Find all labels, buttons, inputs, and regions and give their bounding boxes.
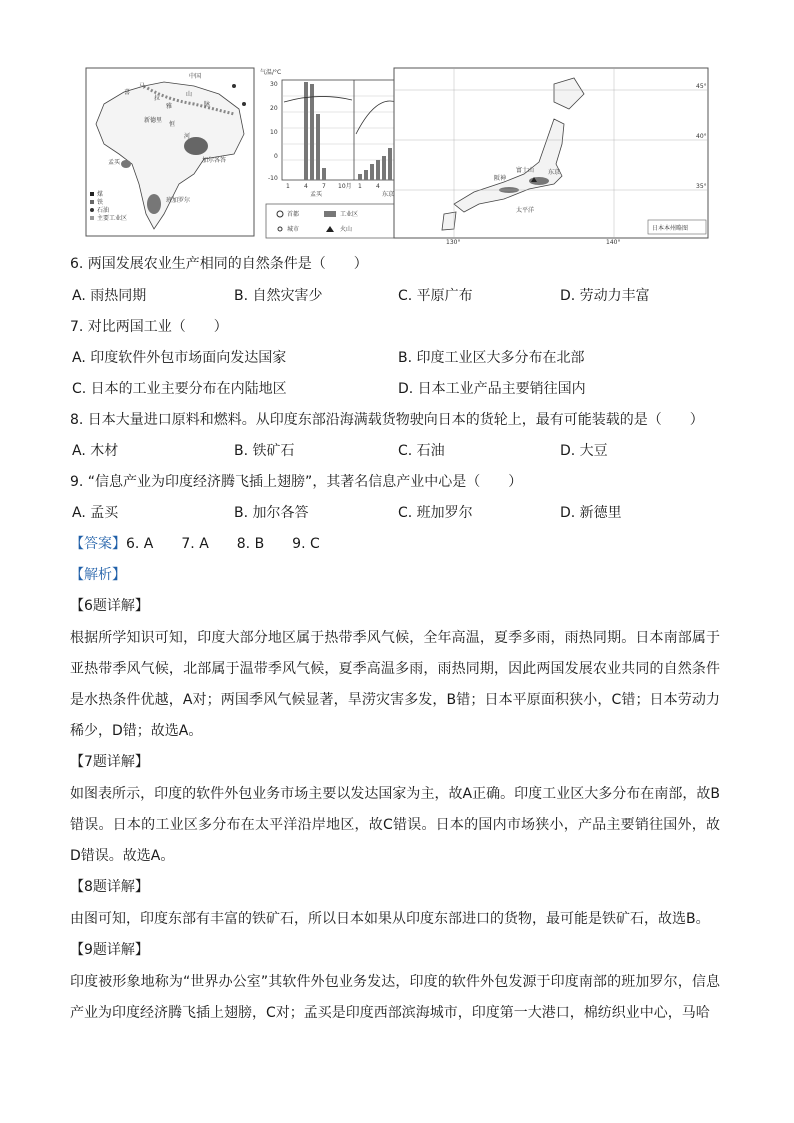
y-left-tick-30: 30: [270, 81, 278, 88]
q9-option-c: C. 班加罗尔: [398, 505, 473, 521]
legend-coal: 煤: [97, 191, 104, 198]
map-label-china: 中国: [189, 73, 202, 80]
detail-7-title: 【7题详解】: [70, 754, 149, 770]
map-label-shan: 山: [186, 91, 193, 98]
japan-label-tokyo: 东京: [548, 169, 561, 176]
q8-option-c: C. 石油: [398, 443, 445, 459]
lat-35: 35°: [696, 183, 707, 190]
answer-line: [70, 534, 320, 554]
legend-city: 城市: [287, 226, 300, 233]
chart-city-b: 东京: [382, 191, 395, 198]
map-label-he: 河: [184, 133, 191, 140]
lat-45: 45°: [696, 83, 707, 90]
y-left-tick-neg10: -10: [268, 175, 278, 182]
lon-140: 140°: [606, 239, 621, 244]
x-a-7: 7: [322, 183, 326, 190]
q6-option-d: D. 劳动力丰富: [560, 288, 650, 304]
x-a-1: 1: [286, 183, 290, 190]
detail-6-title: 【6题详解】: [70, 598, 149, 614]
q6-option-c: C. 平原广布: [398, 288, 473, 304]
india-map: [86, 68, 254, 236]
question-figure: [84, 64, 714, 244]
lon-130: 130°: [446, 239, 461, 244]
question-9-stem: 9. “信息产业为印度经济腾飞插上翅膀”，其著名信息产业中心是（ ）: [70, 474, 523, 490]
question-8-stem: 8. 日本大量进口原料和燃料。从印度东部沿海满载货物驶向日本的货轮上，最有可能装载的是（ ）: [70, 412, 704, 428]
q7-option-b: B. 印度工业区大多分布在北部: [398, 350, 585, 366]
q9-option-a: A. 孟买: [72, 505, 119, 521]
answer-text: 6. A 7. A 8. B 9. C: [126, 536, 320, 552]
q6-option-a: A. 雨热同期: [72, 288, 147, 304]
detail-9-text: 印度被形象地称为“世界办公室”其软件外包业务发达，印度的软件外包发源于印度南部的班加罗尔，信息产业为印度经济腾飞插上翅膀，C对；孟买是印度西部滨海城市，印度第一大港口，棉纺织业中心，马哈: [70, 974, 720, 1021]
detail-9-title: 【9题详解】: [70, 942, 149, 958]
map-label-kolkata: 加尔各答: [202, 157, 227, 164]
q8-option-b: B. 铁矿石: [234, 443, 295, 459]
chart-city-a: 孟买: [310, 191, 323, 198]
map-label-mumbai: 孟买: [108, 159, 121, 166]
detail-6-text: 根据所学知识可知，印度大部分地区属于热带季风气候，全年高温，夏季多雨，雨热同期。日本南部属于亚热带季风气候，北部属于温带季风气候，夏季高温多雨，雨热同期，因此两国发展农业共同的自然条件是水热条件优越，A对；两国季风气候显著，旱涝灾害多发，B错；日本平原面积狭小，C错；日本劳动力稀少，D错；故选A。: [70, 630, 720, 739]
y-left-tick-10: 10: [270, 129, 278, 136]
map-label-xi: 喜: [124, 89, 131, 96]
legend-industrial-area: 工业区: [340, 211, 359, 218]
japan-map-caption: 日本本州略图: [652, 225, 689, 232]
question-6-stem: 6. 两国发展农业生产相同的自然条件是（ ）: [70, 256, 368, 272]
q7-option-c: C. 日本的工业主要分布在内陆地区: [72, 381, 287, 397]
legend-capital: 首都: [287, 211, 300, 218]
map-label-heng: 恒: [169, 121, 176, 128]
map-label-ya: 雅: [166, 103, 173, 110]
question-7-stem: 7. 对比两国工业（ ）: [70, 319, 228, 335]
q7-option-a: A. 印度软件外包市场面向发达国家: [72, 350, 287, 366]
x-a-4: 4: [304, 183, 308, 190]
map-label-new-delhi: 新德里: [144, 117, 163, 124]
japan-label-pacific: 太平洋: [516, 207, 535, 214]
q8-option-a: A. 木材: [72, 443, 119, 459]
map-label-la: 拉: [154, 95, 161, 102]
legend-volcano: 火山: [340, 226, 353, 233]
chart-y-left-label: 气温/°C: [260, 69, 282, 76]
q9-option-d: D. 新德里: [560, 505, 622, 521]
q9-option-b: B. 加尔各答: [234, 505, 309, 521]
legend-iron: 铁: [97, 199, 104, 206]
detail-8-title: 【8题详解】: [70, 879, 149, 895]
japan-map: [394, 68, 708, 244]
x-b-4: 4: [376, 183, 380, 190]
map-label-bangalore: 班加罗尔: [166, 197, 191, 204]
x-b-1: 1: [358, 183, 362, 190]
y-left-tick-20: 20: [270, 105, 278, 112]
japan-label-osaka: 阪神: [494, 175, 507, 182]
q6-option-b: B. 自然灾害少: [234, 288, 323, 304]
q8-option-d: D. 大豆: [560, 443, 608, 459]
map-label-ma: 马: [139, 83, 146, 90]
legend-industrial: 主要工业区: [97, 215, 128, 222]
x-a-10: 10月: [338, 183, 352, 190]
q7-option-d: D. 日本工业产品主要销往国内: [398, 381, 586, 397]
answer-label: 【答案】: [70, 536, 126, 552]
legend-oil: 石油: [97, 207, 110, 214]
y-left-tick-0: 0: [274, 153, 278, 160]
detail-7-text: 如图表所示，印度的软件外包业务市场主要以发达国家为主，故A正确。印度工业区大多分布在南部，故B错误。日本的工业区多分布在太平洋沿岸地区，故C错误。日本的国内市场狭小，产品主要销往国外，故D错误。故选A。: [70, 786, 720, 864]
lat-40: 40°: [696, 133, 707, 140]
map-label-mai: 脉: [204, 101, 211, 108]
analysis-label: 【解析】: [70, 567, 126, 583]
japan-label-fuji: 富士山: [516, 167, 535, 174]
detail-8-text: 由图可知，印度东部有丰富的铁矿石，所以日本如果从印度东部进口的货物，最可能是铁矿石，故选B。: [70, 911, 710, 927]
